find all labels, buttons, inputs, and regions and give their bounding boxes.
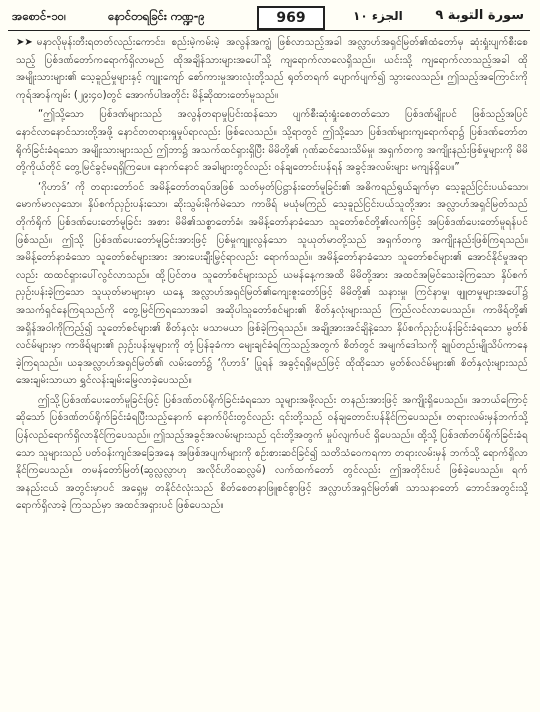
page-header bbox=[8, 6, 530, 31]
paragraph: “ဤသို့သော ပြစ်ဒဏ်များသည် အလွန်တရာမှုပြင်းထန်သော ပျက်စီးဆုံးရှုံးစေတတ်သော ပြစ်ဒဏ်မျိုးပင် ဖြစ်သည့်အပြင် နောင်လာနောင်သားတို့အဖို့ နောင်တတရားရှုမှုပ်ရာလည်း ဖြစ်လေသည်။ သို့ရာတွင် ဤသို့သော ပြစ်ဒဏ်များကျရောက်ရာ၌ ပြစ်ဒဏ်တော်တရိုက်ခြင်းခံရသော အမျိုးသားများသည် ဤဘာ၌ အသက်ထင်ရှားရှိပြီး မိမိတို့၏ ဂုဏ်ဆင်သေးသိမ်မှု၊ အရှက်တကွ အကျိုးနည်းဖြစ်မှုများကို မိမိတို့ကိုယ်တိုင် တွေ့မြင်ခွင့်မရရှိကြပေ။ နောက်နောင် အခါများတွင်လည်း ဝန်ချတောင်းပန်ရန် အခွင့်အလမ်းများ မကျန်ရှိပေ။” bbox=[16, 109, 528, 174]
chapter-title: နောင်တရခြင်း ကဏ္ဍ-၉ bbox=[108, 9, 205, 23]
paragraph bbox=[16, 34, 528, 104]
section-label: အစောင်-၁၀၊ bbox=[12, 9, 66, 23]
paragraph: ‘ဂိုဟာဒ်’ ကို တရားတော်ဝင် အမိန့်တော်တရပ်အဖြစ် သတ်မှတ်ပြဋ္ဌာန်းတော်မူခြင်း၏ အဓိကရည်ရွယ်ချက်မှာ သေ့ခူည်ငြင်းပယ်သော၊ မောက်မာလှသော၊ နှိပ်စက်ညှဉ်းပန်းသော၊ ဆိုးသွမ်းမိုက်မဲသော ကာဖိရ် မယုံမကြည် သေ့ခူည်ငြင်းပယ်သူတို့အား အလ္လာဟ်အရှင်မြတ်သည် တိုက်ရိုက် ပြစ်ဒဏ်ပေးတော်မူခြင်း အစား မိမိ၏သစ္စာတော်ခံ၊ အမိန့်တော်နာခံသော သူတော်စင်တို့၏လက်ဖြင့် အပြစ်ဒဏ်ပေးတော်မူရန်ပင်ဖြစ်သည်။ ဤသို့ ပြစ်ဒဏ်ပေးတော်မူခြင်းအားဖြင့် ပြစ်မှုကျူးလွန်သော သူယုတ်မာတို့သည် အရှက်တကွ အကျိုးနည်းဖြစ်ကြရသည်။ အမိန့်တော်နာခံသော သူတော်စင်များအား အားပေးချီးမြှင့်ရာလည်း ရောက်သည်။ အမိန့်တော်နာခံသော သူတော်စင်များ၏ အောင်နိုင်မှုအရာလည်း ထထင်ရှားပေါ်လွင်လာသည်။ ထို့ပြင်တဖ သူတော်စင်များသည် ယမန်နေ့ကအထိ မိမိတို့အား အထင်အမြင်သေးခဲ့ကြသော နှိပ်စက်ညှဉ်းပန်းခဲ့ကြသော သူယုတ်မာများမှာ ယနေ့ အလ္လာဟ်အရှင်မြတ်၏ကျေးဇူးတော်ဖြင့် မိမိတို့၏ သနားမှု၊ ကြင်နာမှု၊ ဖျူတမှုများအပေါ်၌ အသက်ရှင်နေကြရသည်ကို တွေ့မြင်ကြရသောအခါ အဆိုပါသူတော်စင်များ၏ စိတ်နှလုံးများသည် ကြည်လင်လာပေသည်။ ကာဖိရ်တို့၏ အရှိန်အဝါကိုကြည့်၍ သူတော်စင်များ၏ စိတ်နှလုံး မသာမယာ ဖြစ်ခဲ့ကြရသည်။ အချို့အားအင်ချိနဲ့သော နှိပ်စက်ညှဉ်းပန်းခြင်းခံရသော မွတ်စ်လင်မ်များမှာ ကာဖိရ်များ၏ ညှဉ်းပန်းမှုများကို တုံ့ပြန်ခုခံကာ မျေးချင်ခံရကြသည့်အတွက် စိတ်တွင် အမျက်ဒေါသကို ချုပ်တည်းမျိုသိပ်ကာနေခဲ့ကြရသည်။ ယခုအလ္လာဟ်အရှင်မြတ်၏ လမ်းတော်၌ ‘ဂိုဟာဒ်’ ပြုရန် အခွင့်ရရှိမည်ဖြင့် ထိုထိုသော မွတ်စ်လင်မ်များ၏ စိတ်နှလုံးများသည် အေးချမ်းသာယာ ရွှင်လန်းချမ်းမြေ့လာခဲ့ပေသည်။ bbox=[16, 181, 528, 387]
juz-label: الجزء ١٠ bbox=[353, 9, 403, 23]
arrow-marker-icon: ➤➤ bbox=[16, 37, 33, 48]
body-text bbox=[16, 34, 528, 704]
paragraph-text: မနာလိုမုန်းတီးရတတ်လည်းကောင်း၊ စည်းမဲ့ကမ်းမဲ့ အလွန်အကျွံ ဖြစ်လာသည့်အခါ အလ္လာဟ်အရှင်မြတ်၏ထံတော်မှ ဆုံးရှုံးပျက်စီးစေသည့် ပြစ်ဒဏ်တော်ကရောက်ရှိလာမည် ထိုအချိန်သားများအပေါ်သို့ ကျရောက်လာလေရှိသည်။ ယင်းသို့ ကျရောက်လာသည့်အခါ ထိုအမျိုးသားများ၏ သေ့ခူည်မှုများနှင့် ကျူးကျော် စော်ကားမှုအားလုံးတို့သည် ရုတ်တရက် ပျောက်ပျက်၍ သွားလေသည်။ ဤသည့်အကြောင်းကို ကုရ်အာန်ကျမ်း (၂၉း၄၀)တွင် အောက်ပါအတိုင်း မိန့်ဆိုထားတော်မူသည်။ bbox=[16, 37, 528, 101]
surah-label: سورة التوبة ٩ bbox=[435, 8, 524, 23]
paragraph: ဤသို့ပြစ်ဒဏ်ပေးတော်မူခြင်းဖြင့် ပြစ်ဒဏ်တပ်ရိုက်ခြင်းခံရသော သူများအဖို့လည်း တနည်းအားဖြင့် အကျိုးရှိပေသည်။ အဘယ်ကြောင့်ဆိုသော် ပြစ်ဒဏ်တပ်ရိုက်ခြင်းခံရပြီးသည့်နောက် နောက်ပိုင်းတွင်လည်း ၎င်းတို့သည် ဝန်ချတောင်းပန်နိုင်ကြပေသည်။ တရားလမ်းမှန်ဘက်သို့ ပြန်လည်ရောက်ရှိလာနိုင်ကြပေသည်။ ဤသည့်အခွင့်အလမ်းများသည် ၎င်းတို့အတွက် မှုပ်လျက်ပင် ရှိပေသည်။ ထို့သို့ ပြစ်ဒဏ်တပ်ရိုက်ခြင်းခံရသော သူများသည် ပတ်ဝန်းကျင်အခြေအနေ အဖြစ်အပျက်များကို စဉ်းစားဆင်ခြင်၍ သတိသံဝေကရကာ တရားလမ်းမှန် ဘက်သို့ ရောက်ရှိလာနိုင်ကြပေသည်။ တမန်တော်မြတ်(ဆွလ္လလ္လာဟု အလိုင်ဟိဝဆလ္လမ်) လက်ထက်တော် တွင်လည်း ဤအတိုင်းပင် ဖြစ်ခဲ့ပေသည်။ ရက် အနည်းငယ် အတွင်းမှာပင် အရှေ့မှ တနိုင်ငံလုံးသည် စိတ်စေတနာဖြူစင်စွာဖြင့် အလ္လာဟ်အရှင်မြတ်၏ သာသနာတော် ဘောင်အတွင်းသို့ ရောက်ရှိလာခဲ့ ကြသည်မှာ အထင်အရှားပင် ဖြစ်ပေသည်။ bbox=[16, 394, 528, 512]
page-number: 969 bbox=[257, 6, 325, 30]
